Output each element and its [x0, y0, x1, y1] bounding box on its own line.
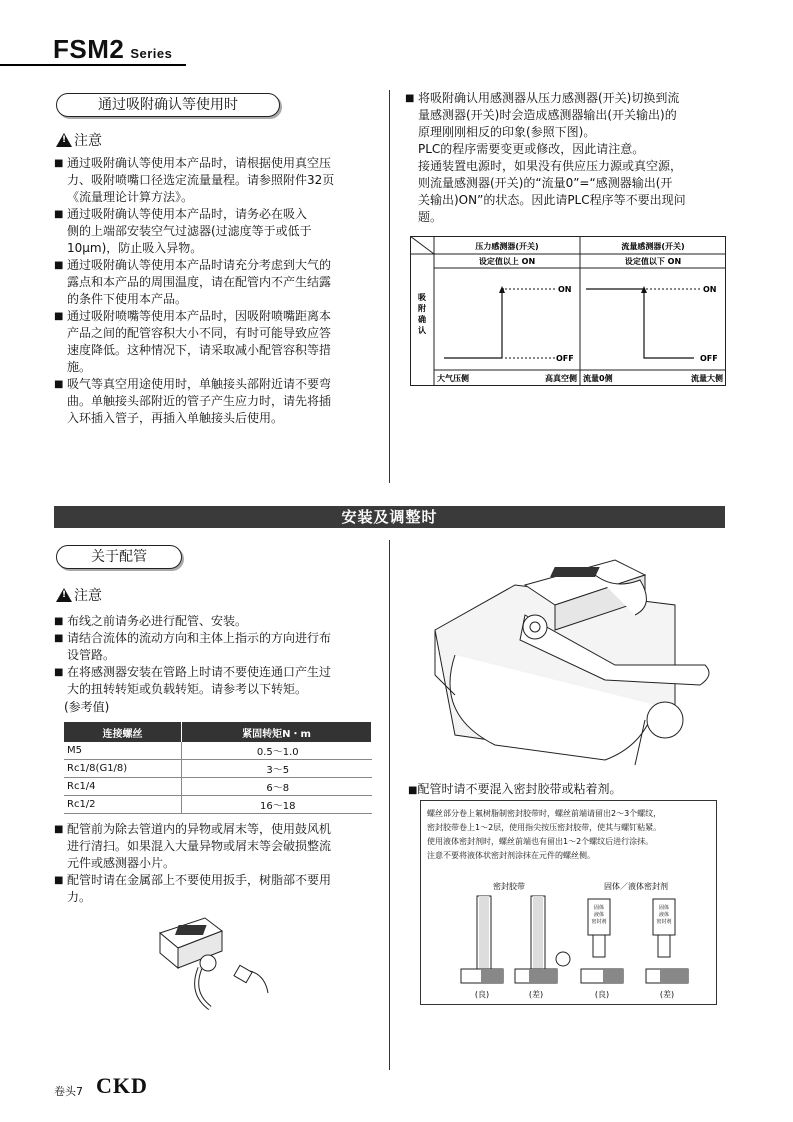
diagram-ylabel: 吸附确认	[418, 293, 426, 335]
page-number: 卷头7	[54, 1085, 83, 1098]
section-pill-piping: 关于配管	[56, 545, 182, 569]
diagram-x2-right: 流量大侧	[691, 374, 723, 383]
caution-item: ■ 通过吸附喷嘴等使用本产品时，因吸附喷嘴距离本 产品之间的配管容积大小不同，有时可能导致应答 速度降低。这种情况下，请采取减小配管容积等措 施。	[54, 308, 374, 376]
caution-item: ■ 在将感测器安装在管路上时请不要使连通口产生过 大的扭转转矩或负载转矩。请参考以下转矩。	[54, 664, 374, 698]
table-row: Rc1/2 16～18	[64, 796, 372, 814]
seal-tape-bad-figure	[515, 896, 570, 983]
caution-list-piping-2	[54, 821, 374, 906]
label-good: (良)	[474, 990, 490, 999]
label-liquid-seal: 固体／液体密封剂	[604, 882, 668, 891]
caution-item: ■ 配管时请在金属部上不要使用扳手，树脂部不要用 力。	[54, 872, 374, 906]
sensor-switch-note	[405, 90, 725, 226]
header-underline	[0, 64, 186, 66]
series-name: FSM2	[53, 34, 125, 64]
section-pill-suction: 通过吸附确认等使用时	[56, 93, 280, 117]
seal-instruction-line: 密封胶带卷上1～2层，使用指尖按压密封胶带，使其与螺钉粘紧。	[427, 823, 662, 832]
label-bad: (差)	[528, 990, 544, 999]
liquid-seal-bad-figure	[646, 899, 688, 983]
label-bad: (差)	[659, 990, 675, 999]
note-item: ■ 将吸附确认用感测器从压力感测器(开关)切换到流 量感测器(开关)时会造成感测器输出(开关输出)的 原理刚刚相反的印象(参照下图)。 PLC的程序需要变更或修改，因此请注意。 接通装置电源时，如果没有供应压力源或真空源， 则流量感测器(开关)的“流量0”=“感测器输出(开 关输出)ON”的状态。因此请PLC程序等不要出现问 题。	[405, 90, 725, 226]
reference-note: (参考值)	[64, 700, 110, 714]
section-bar-install: 安装及调整时	[54, 506, 725, 528]
column-divider	[389, 540, 390, 1070]
diagram-x2-left: 流量0侧	[583, 374, 613, 383]
seal-instruction-line: 注意不要将液体状密封剂涂抹在元件的螺丝侧。	[427, 851, 595, 860]
wrench-illustration	[150, 913, 275, 1013]
table-row: M5 0.5～1.0	[64, 742, 372, 760]
caution-heading: ! 注意	[56, 585, 102, 605]
caution-item: ■ 请结合流体的流动方向和主体上指示的方向进行布 设管路。	[54, 630, 374, 664]
bottle-label: 固体液体密封剂	[656, 905, 672, 925]
column-divider	[389, 90, 390, 483]
seal-tape-good-figure	[461, 896, 503, 983]
caution-item: ■ 通过吸附确认等使用本产品时，请务必在吸入 侧的上端部安装空气过滤器(过滤度等于或低于 10μm)，防止吸入异物。	[54, 206, 374, 257]
diagram-col2-sub: 设定值以下 ON	[624, 257, 682, 266]
bottle-label: 固体液体密封剂	[591, 905, 607, 925]
seal-title: ■配管时请不要混入密封胶带或粘着剂。	[408, 782, 622, 796]
table-header: 紧固转矩N・m	[182, 722, 372, 742]
diagram-on-label: ON	[703, 285, 717, 294]
warning-icon	[56, 133, 72, 147]
caution-list-suction	[54, 155, 374, 427]
diagram-on-label: ON	[558, 285, 572, 294]
table-row: Rc1/8(G1/8) 3～5	[64, 760, 372, 778]
caution-item: ■ 通过吸附确认等使用本产品时请充分考虑到大气的 露点和本产品的周围温度，请在配管内不产生结露 的条件下使用本产品。	[54, 257, 374, 308]
seal-instruction-line: 螺丝部分卷上氟树脂制密封胶带时，螺丝前端请留出2～3个螺纹，	[427, 809, 662, 818]
caution-item: ■ 吸气等真空用途使用时，单触接头部附近请不要弯 曲。单触接头部附近的管子产生应力时，请先将插 入环插入管子，再插入单触接头后使用。	[54, 376, 374, 427]
ckd-logo: CKD	[96, 1073, 148, 1098]
liquid-seal-good-figure	[581, 899, 623, 983]
label-good: (良)	[594, 990, 610, 999]
seal-box	[420, 800, 717, 1005]
diagram-x1-right: 高真空侧	[545, 374, 577, 383]
caution-item: ■ 配管前为除去管道内的异物或屑末等，使用鼓风机 进行清扫。如果混入大量异物或屑末等会破损整流 元件或感测器小片。	[54, 821, 374, 872]
vise-illustration	[415, 545, 715, 770]
diagram-col2-title: 流量感测器(开关)	[621, 242, 685, 251]
caution-list-piping	[54, 613, 374, 698]
diagram-col1-sub: 设定值以上 ON	[478, 257, 536, 266]
caution-item: ■ 通过吸附确认等使用本产品时，请根据使用真空压 力、吸附喷嘴口径选定流量量程。请参照附件32页 《流量理论计算方法》。	[54, 155, 374, 206]
table-row: Rc1/4 6～8	[64, 778, 372, 796]
caution-heading: ! 注意	[56, 130, 102, 150]
table-header: 连接螺丝	[64, 722, 182, 742]
warning-icon	[56, 588, 72, 602]
diagram-off-label: OFF	[556, 354, 574, 363]
diagram-x1-left: 大气压侧	[437, 374, 469, 383]
caution-item: ■ 布线之前请务必进行配管、安装。	[54, 613, 374, 630]
label-seal-tape: 密封胶带	[493, 882, 525, 891]
torque-table	[64, 722, 372, 814]
series-label: Series	[130, 46, 173, 61]
diagram-col1-title: 压力感测器(开关)	[475, 242, 539, 251]
output-diagram	[410, 236, 726, 386]
diagram-off-label: OFF	[700, 354, 718, 363]
page-title	[53, 34, 172, 65]
seal-instruction-line: 使用液体密封剂时，螺丝前端也有留出1～2个螺纹后进行涂抹。	[427, 837, 654, 846]
